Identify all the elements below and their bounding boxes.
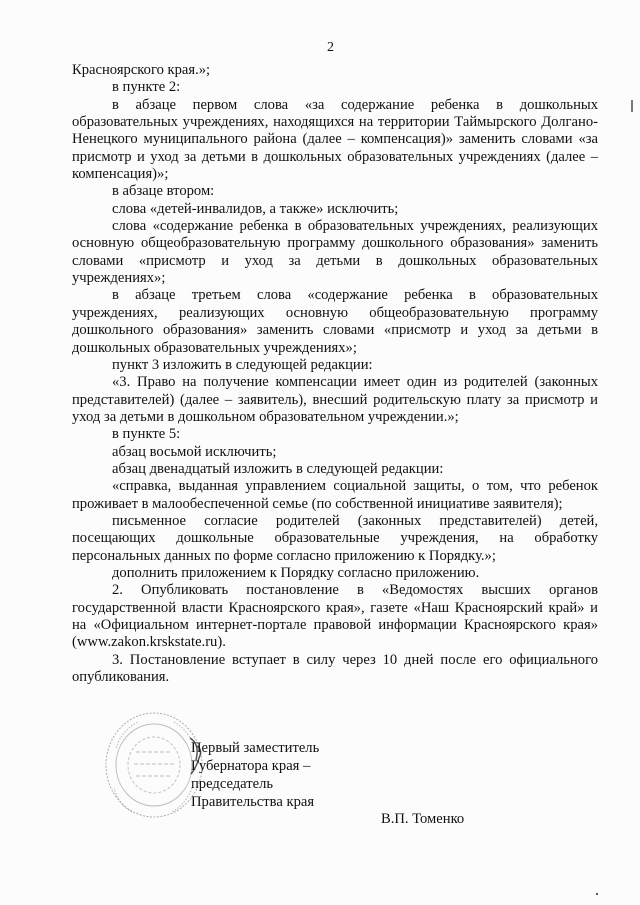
signatory-position-line: Губернатора края –: [191, 758, 311, 774]
signatory-position: [191, 739, 319, 811]
paragraph: пункт 3 изложить в следующей редакции:: [112, 356, 373, 373]
document-body: [72, 62, 598, 686]
paragraph: в абзаце втором:: [112, 183, 215, 200]
paragraph: 2. Опубликовать постановление в «Ведомостях высших органов государственной власти Красноярского края», газете «Наш Красноярский край» и на «Официальном интернет-портале правовой информации Красноярского края» (www.zakon.krskstate.ru).: [72, 582, 598, 651]
paragraph: абзац двенадцатый изложить в следующей редакции:: [112, 460, 444, 477]
paragraph: слова «детей-инвалидов, а также» исключить;: [112, 200, 399, 217]
paragraph: в абзаце третьем слова «содержание ребенка в образовательных учреждениях, реализующих основную общеобразовательную программу дошкольного образования» заменить словами «присмотр и уход за детьми в дошкольных образовательных учреждениях»;: [72, 287, 598, 356]
paragraph: в пункте 5:: [112, 426, 181, 443]
paragraph: дополнить приложением к Порядку согласно приложению.: [112, 564, 480, 581]
signatory-name: В.П. Томенко: [381, 811, 465, 827]
paragraph: слова «содержание ребенка в образовательных учреждениях, реализующих основную общеобразовательную программу дошкольного образования» заменить словами «присмотр и уход за детьми в дошкольных образовательных учреждениях»;: [72, 218, 598, 287]
paragraph: 3. Постановление вступает в силу через 10 дней после его официального опубликования.: [72, 651, 598, 686]
paragraph: в абзаце первом слова «за содержание ребенка в дошкольных образовательных учреждениях, находящихся на территории Таймырского Долгано-Ненецкого муниципального района (далее – компенсация)» заменить словами «за присмотр и уход за детьми в дошкольных образовательных учреждениях (далее – компенсация)»;: [72, 96, 598, 183]
paragraph: Красноярского края.»;: [72, 62, 211, 78]
paragraph: «справка, выданная управлением социальной защиты, о том, что ребенок проживает в малообеспеченной семье (по собственной инициативе заявителя);: [72, 478, 598, 512]
signatory-position-line: Правительства края: [191, 794, 315, 810]
paragraph: письменное согласие родителей (законных представителей) детей, посещающих дошкольные образовательные учреждения, на обработку персональных данных по форме согласно приложению к Порядку.»;: [72, 512, 598, 564]
scan-speck: [596, 893, 598, 895]
signatory-position-line: председатель: [191, 776, 274, 792]
paragraph: «3. Право на получение компенсации имеет один из родителей (законных представителей) (далее – заявитель), внесший родительскую плату за присмотр и уход за детьми в дошкольном образовательном учреждении.»;: [72, 374, 598, 425]
paragraph: в пункте 2:: [112, 79, 181, 96]
page-number: 2: [327, 40, 334, 55]
margin-mark: [631, 100, 633, 112]
signatory-position-line: Первый заместитель: [191, 740, 320, 756]
paragraph: абзац восьмой исключить;: [112, 443, 277, 460]
